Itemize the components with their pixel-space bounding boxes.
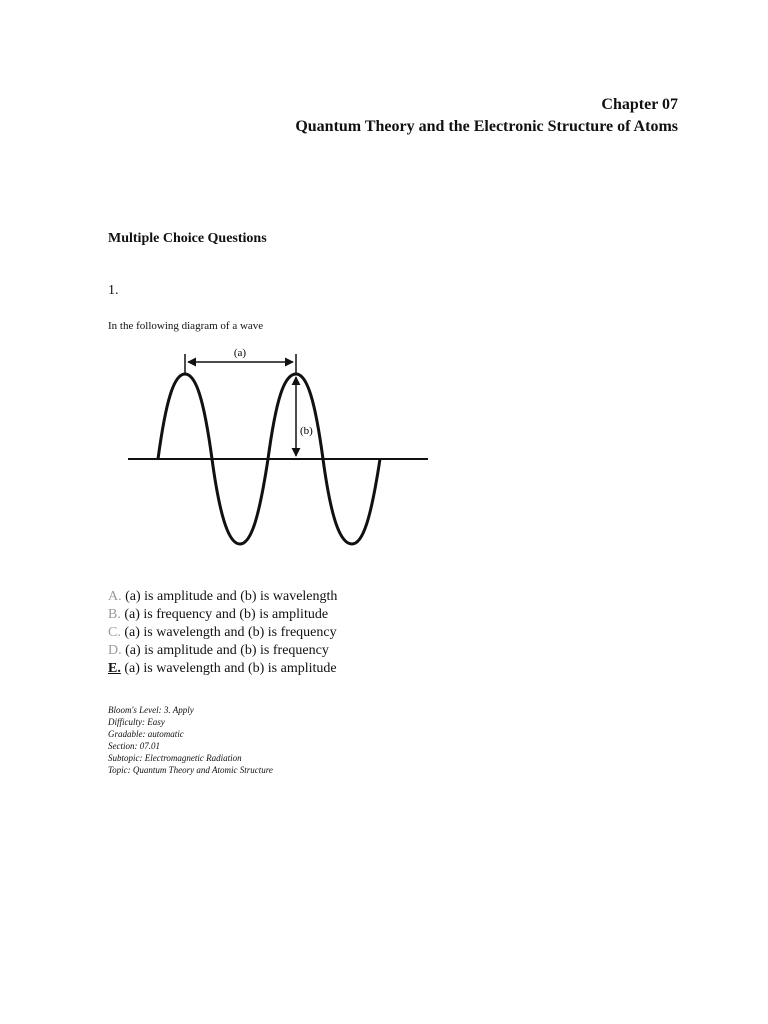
chapter-number: Chapter 07	[601, 96, 678, 113]
meta-topic: Topic: Quantum Theory and Atomic Structure	[108, 765, 273, 775]
meta-subtopic: Subtopic: Electromagnetic Radiation	[108, 753, 242, 763]
answer-options	[108, 588, 337, 678]
option-text: (a) is frequency and (b) is amplitude	[124, 607, 329, 622]
option-text: (a) is amplitude and (b) is wavelength	[125, 589, 338, 604]
label-a: (a)	[233, 347, 247, 359]
option-letter: D.	[108, 643, 122, 658]
option-e[interactable]	[108, 660, 337, 678]
option-letter: E.	[108, 661, 121, 676]
option-a[interactable]	[108, 588, 337, 606]
option-letter: A.	[108, 589, 122, 604]
option-text: (a) is amplitude and (b) is frequency	[125, 643, 329, 658]
option-letter: B.	[108, 607, 121, 622]
chapter-header	[295, 94, 678, 138]
question-number: 1.	[108, 283, 119, 298]
option-d[interactable]	[108, 642, 337, 660]
question-metadata	[108, 704, 273, 776]
wave-diagram	[124, 340, 434, 555]
option-c[interactable]	[108, 624, 337, 642]
meta-section: Section: 07.01	[108, 741, 160, 751]
meta-gradable: Gradable: automatic	[108, 729, 184, 739]
label-b: (b)	[300, 425, 313, 437]
meta-difficulty: Difficulty: Easy	[108, 717, 165, 727]
question-prompt: In the following diagram of a wave	[108, 320, 264, 332]
chapter-title: Quantum Theory and the Electronic Structure of Atoms	[295, 118, 678, 135]
section-title: Multiple Choice Questions	[108, 231, 267, 246]
option-text: (a) is wavelength and (b) is frequency	[124, 625, 337, 640]
option-b[interactable]	[108, 606, 337, 624]
meta-blooms-level: Bloom's Level: 3. Apply	[108, 705, 194, 715]
option-letter: C.	[108, 625, 121, 640]
option-text: (a) is wavelength and (b) is amplitude	[124, 661, 337, 676]
